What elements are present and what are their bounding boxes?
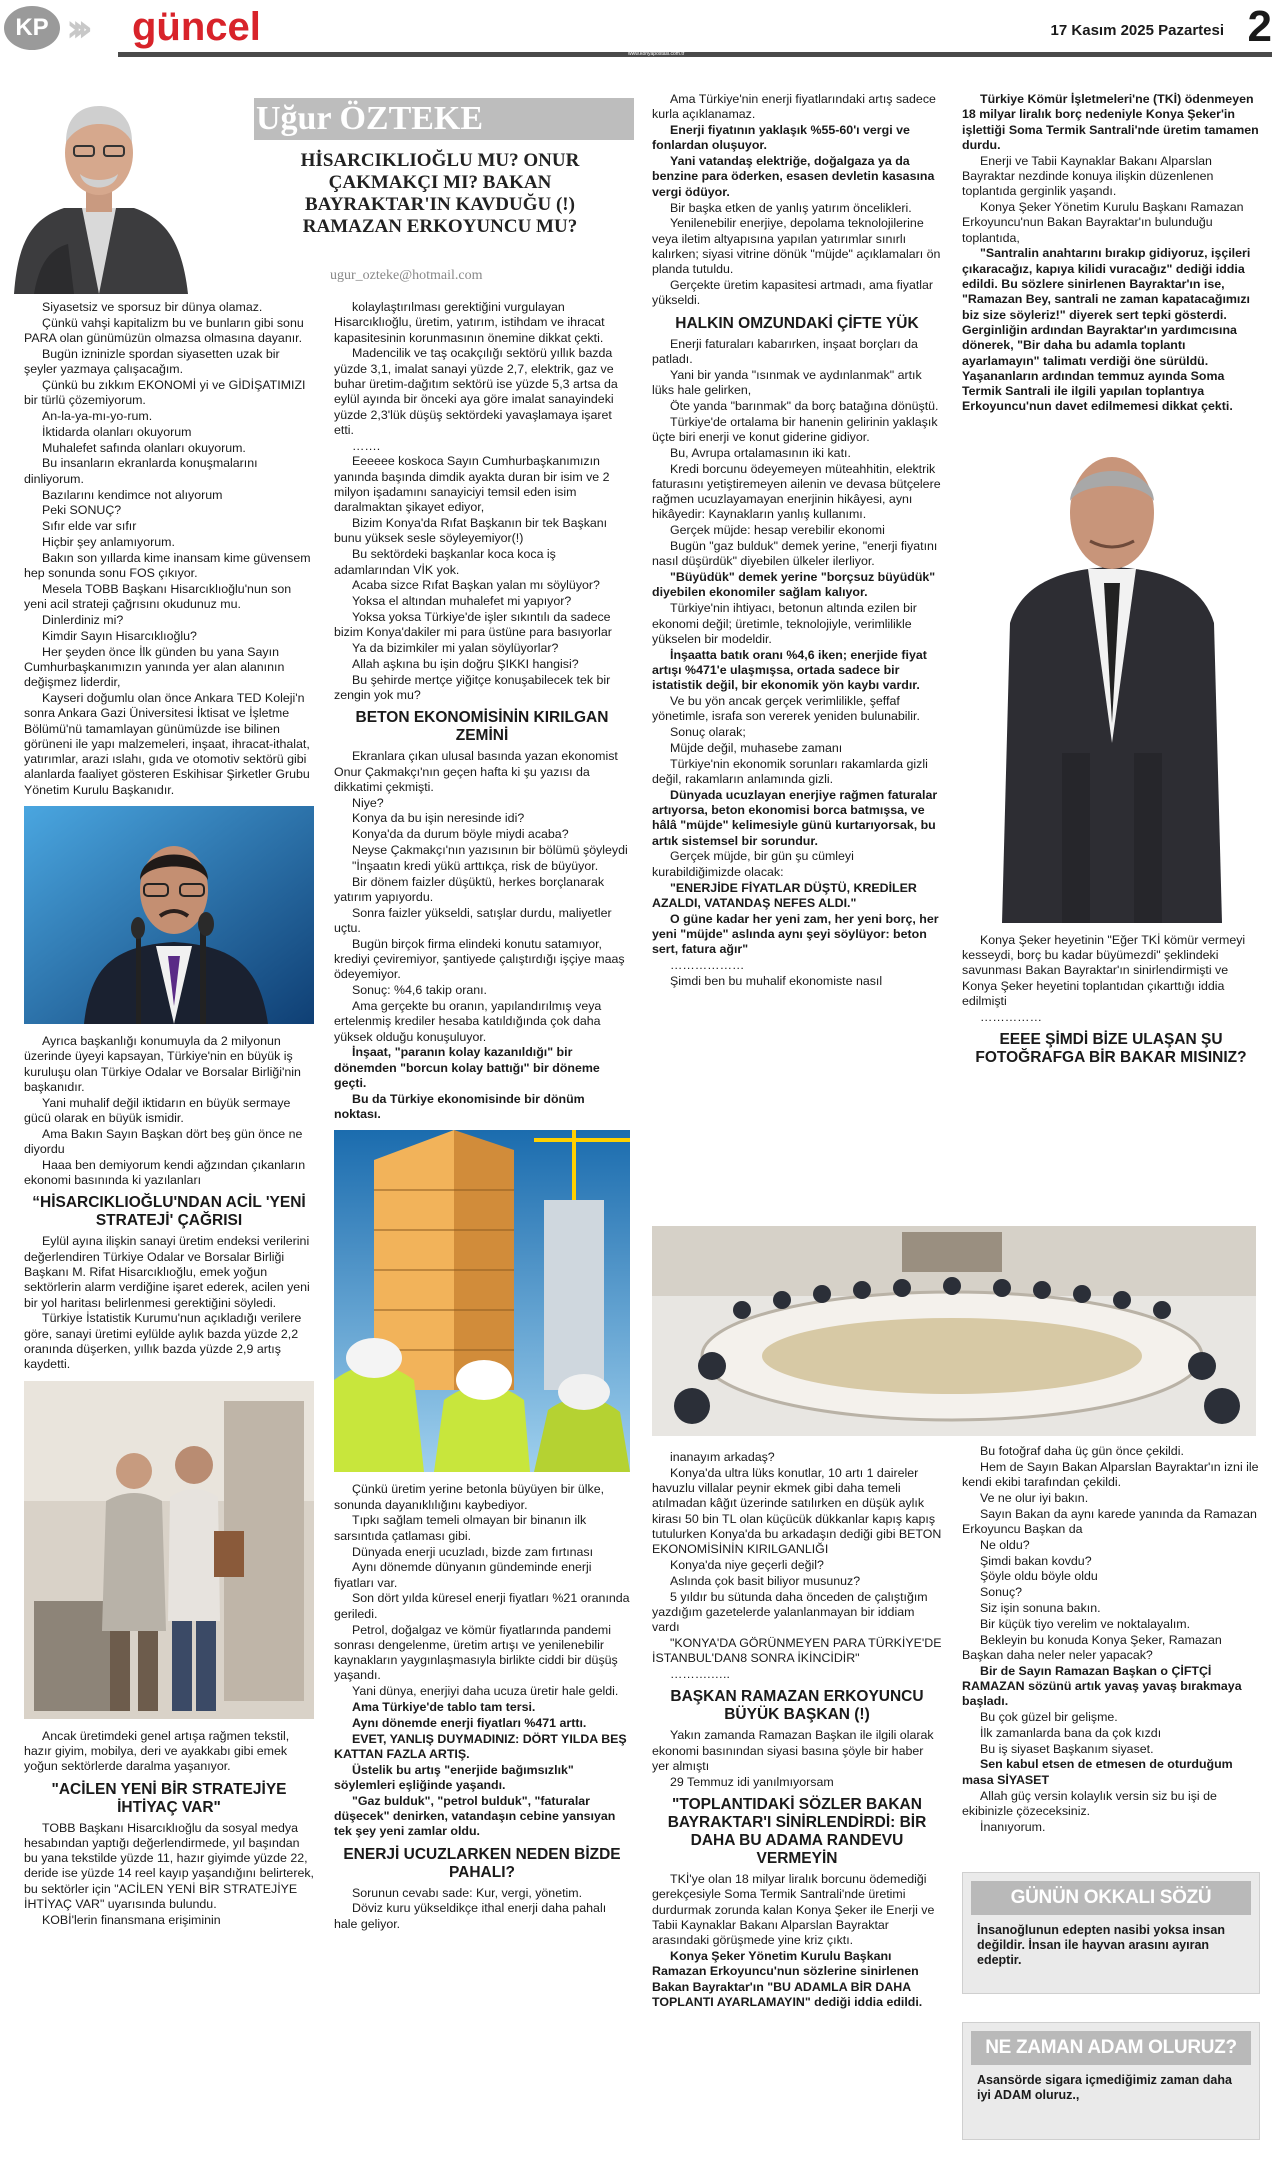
paragraph: Gerçek müjde: hesap verebilir ekonomi	[670, 523, 885, 538]
paragraph: Konya da bu işin neresinde idi?	[352, 811, 525, 826]
paragraph: Yoksa yoksa Türkiye'de işler sıkıntılı da sadece bizim Konya'dakiler mi para üstüne para basıyorlar	[334, 609, 612, 640]
paragraph: Şimdi ben bu muhalif ekonomiste nasıl	[670, 973, 883, 988]
paragraph: Müjde değil, muhasebe zamanı	[670, 740, 843, 755]
paragraph: Bu iş siyaset Başkanım siyaset.	[980, 1741, 1154, 1756]
paragraph: Kimdir Sayın Hisarcıklıoğlu?	[42, 628, 197, 643]
paragraph: …….	[352, 438, 381, 453]
paragraph: Sıfır elde var sıfır	[42, 519, 137, 534]
author-name: Uğur ÖZTEKE	[254, 98, 634, 140]
paragraph: Hem de Sayın Bakan Alparslan Bayraktar'ın izni ile kendi ekibi tarafından çekildi.	[962, 1459, 1259, 1490]
paragraph: Aslında çok basit biliyor musunuz?	[670, 1573, 861, 1588]
subheading-new-strategy: "ACİLEN YENİ BİR STRATEJİYE İHTİYAÇ VAR"	[51, 1780, 287, 1816]
paragraph: Konya'da da durum böyle miydi acaba?	[352, 827, 569, 842]
paragraph: Kayseri doğumlu olan önce Ankara TED Koleji'n sonra Ankara Gazi Üniversitesi İktisat ve İşletme Bölümü'nü tamamlayan günümüzde ise bilinen görüneni ile yapı malzemeleri, inşaat, ihracat-ithalat, yatırımlar, arazi ıslahı, gıda ve otomotiv sektörü gibi alanlarda faaliyet gösteren Eskihisar Şirketler Grubu Yönetim Kurulu Başkanıdır.	[24, 690, 310, 797]
chevrons-icon: ›››	[66, 6, 83, 50]
paragraph: Bugün izninizle spordan siyasetten uzak bir şeyler yazmaya çalışacağım.	[24, 346, 280, 377]
paragraph: "Büyüdük" demek yerine "borçsuz büyüdük" diyebilen ekonomiler sağlam kalıyor.	[652, 570, 936, 600]
paragraph: Muhalefet safında olanları okuyorum.	[42, 440, 246, 455]
subheading-look-photo: EEEE ŞİMDİ BİZE ULAŞAN ŞU FOTOĞRAFGA BİR BAKAR MISINIZ?	[975, 1031, 1247, 1067]
paragraph: Bu, Avrupa ortalamasının iki katı.	[670, 445, 851, 460]
paragraph: Enerji ve Tabii Kaynaklar Bakanı Alparslan Bayraktar nezdinde konuya ilişkin düzenlenen toplantıda gerginlik yaşandı.	[962, 153, 1214, 199]
paragraph: Çünkü vahşi kapitalizm bu ve bunların gibi sonu PARA olan günümüzün olmazsa olmasına dayanır.	[24, 315, 304, 346]
paragraph: "KONYA'DA GÖRÜNMEYEN PARA TÜRKİYE'DE İSTANBUL'DAN8 SONRA İKİNCİDİR"	[652, 1636, 942, 1666]
paragraph: Enerji faturaları kabarırken, inşaat borçları da patladı.	[652, 336, 918, 366]
photo-shoppers	[24, 1381, 314, 1719]
paragraph: Öte yanda "barınmak" da borç batağına dönüştü.	[670, 398, 939, 413]
paragraph: Siz işin sonuna bakın.	[980, 1600, 1101, 1615]
paragraph: Bakın son yıllarda kime inansam kime güvensem hep sonunda sonu FOS çıkıyor.	[24, 550, 311, 581]
paragraph: Hiçbir şey anlamıyorum.	[42, 534, 175, 549]
paragraph: 29 Temmuz idi yanılmıyorsam	[670, 1774, 834, 1789]
paragraph: Türkiye'nin ihtiyacı, betonun altında ezilen bir ekonomi değil; üretimle, teknolojiyle, verimlilikle yükselen bir modeldir.	[652, 601, 917, 646]
paragraph: Ve bu yön ancak gerçek verimlilikle, şeffaf yönetimle, israfa son vererek yeniden bulunabilir.	[652, 693, 920, 724]
paragraph: Sonra faizler yükseldi, satışlar durdu, maliyetler uçtu.	[334, 905, 612, 935]
paragraph: Çünkü bu zıkkım EKONOMİ yi ve GİDİŞATIMIZI bir türlü çözemiyorum.	[24, 377, 306, 408]
paragraph: Konya'da niye geçerli değil?	[670, 1558, 824, 1573]
saying-text: İnsanoğlunun edepten nasibi yoksa insan değildir. İnsan ile hayvan arasını ayıran edeptir.	[977, 1923, 1225, 1967]
paragraph: TKİ'ye olan 18 milyar liralık borcunu ödemediği gerekçesiyle Soma Termik Santrali'nde üretimi durdurmak zorunda kalan Konya Şeker ile Enerji ve Tabii Kaynaklar Bakanı Alparslan Bayraktar arasındaki görüşmede yine kriz çıktı.	[652, 1872, 935, 1948]
article-headline: HİSARCIKLIOĞLU MU? ONUR ÇAKMAKÇI MI? BAKAN BAYRAKTAR'IN KAVDUĞU (!) RAMAZAN ERKOYUNCU MU?	[300, 150, 580, 237]
paragraph: Madencilik ve taş ocakçılığı sektörü yıllık bazda yüzde 3,1, imalat sanayi yüzde 2,7, elektrik, gaz ve buhar üretim-dağıtım sektörü ise yüzde 5,3 artsa da eylül ayında bir önceki aya göre imalat sanayindeki yüzde 2,3'lük düşüş sektördeki yavaşlamaya işaret etti.	[334, 346, 618, 437]
paragraph: İnanıyorum.	[980, 1819, 1046, 1834]
paragraph: Konya Şeker heyetinin "Eğer TKİ kömür vermeyi kesseydi, borç bu kadar büyümezdi" şeklindeki savunması Bakan Bayraktar'ın sinirlendirmişti ve Konya Şeker heyetini toplantıdan çıkarttığı iddia edilmişti	[962, 932, 1246, 1008]
paragraph: Ve ne olur iyi bakın.	[980, 1490, 1089, 1505]
subheading-big-president: BAŞKAN RAMAZAN ERKOYUNCU BÜYÜK BAŞKAN (!)	[670, 1688, 924, 1724]
paragraph: Çünkü üretim yerine betonla büyüyen bir ülke, sonunda dayanıklılığını kaybediyor.	[334, 1482, 605, 1512]
subheading-hisarcikli-call: “HİSARCIKLIOĞLU'NDAN ACİL 'YENİ STRATEJİ' ÇAĞRISI	[32, 1194, 306, 1230]
paragraph: Üstelik bu artış "enerjide bağımsızlık" söylemleri eşliğinde yaşandı.	[334, 1762, 574, 1792]
paragraph: "ENERJİDE FİYATLAR DÜŞTÜ, KREDİLER AZALDI, VATANDAŞ NEFES ALDI."	[652, 880, 917, 910]
paragraph: O güne kadar her yeni zam, her yeni borç, her yeni "müjde" aslında aynı şeyi söylüyor: beton sert, fatura ağır"	[652, 911, 939, 957]
paragraph: İnşaatta batık oranı %4,6 iken; enerjide fiyat artışı %471'e ulaşmışsa, ortada sadece bir istatistik değil, bir ekonomik yön kaybı vardır.	[652, 647, 927, 693]
paragraph: Sonuç olarak;	[670, 725, 746, 740]
paragraph: Ekranlara çıkan ulusal basında yazan ekonomist Onur Çakmakçı'nın geçen hafta ki şu yazısı da dikkatimi çekmişti.	[334, 749, 618, 794]
paragraph: Yakın zamanda Ramazan Başkan ile ilgili olarak ekonomi basınından siyasi basına şöyle bir haber yer almıştı	[652, 1728, 934, 1774]
paragraph: Eeeeee koskoca Sayın Cumhurbaşkanımızın yanında başında dimdik ayakta duran bir isim ve 2 milyon işadamını sanayiciyi temsil eden isim daralmaktan şikayet ediyor,	[334, 454, 610, 515]
paragraph: Bekleyin bu konuda Konya Şeker, Ramazan Başkan daha neler neler yapacak?	[962, 1632, 1222, 1662]
saying-title: GÜNÜN OKKALI SÖZÜ	[971, 1881, 1251, 1915]
section-title: güncel	[132, 5, 261, 49]
subheading-concrete-economy: BETON EKONOMİSİNİN KIRILGAN ZEMİNİ	[355, 709, 609, 745]
column-3-continued	[652, 1450, 942, 2011]
paragraph: İnşaat, "paranın kolay kazanıldığı" bir dönemden "borcun kolay battığı" bir döneme geçti.	[334, 1045, 600, 1090]
paragraph: Neyse Çakmakçı'nın yazısının bir bölümü şöyleydi	[352, 843, 628, 857]
kp-logo[interactable]: KP	[4, 6, 60, 50]
paragraph: Bizim Konya'da Rıfat Başkanın bir tek Başkanı bunu yüksek sesle söyleyemiyor(!)	[334, 516, 608, 546]
paragraph: Siyasetsiz ve sporsuz bir dünya olamaz.	[42, 300, 263, 314]
paragraph: TOBB Başkanı Hisarcıklıoğlu da sosyal medya hesabından yaptığı değerlendirmede, yıl başından bu yana tekstilde yüzde 11, hazır giyimde yüzde 22, deride ise yüzde 14 reel kayıp yaşandığını belirterek, bu sektörler için "ACİLEN YENİ BİR STRATEJİYE İHTİYAÇ VAR" uyarısında bulundu.	[24, 1820, 314, 1912]
paragraph: Sorunun cevabı sade: Kur, vergi, yönetim.	[352, 1885, 583, 1900]
paragraph: Gerçek müjde, bir gün şu cümleyi kurabildiğimizde olacak:	[652, 849, 854, 879]
site-url[interactable]: www.konyapostasi.com.tr	[628, 51, 685, 57]
paragraph: Gerçekte üretim kapasitesi artmadı, ama fiyatlar yükseldi.	[652, 278, 934, 308]
subheading-energy-expensive: ENERJİ UCUZLARKEN NEDEN BİZDE PAHALI?	[343, 1845, 621, 1881]
paragraph: Türkiye Kömür İşletmeleri'ne (TKİ) ödenmeyen 18 milyar liralık borç nedeniyle Konya Şeker'in işlettiği Soma Termik Santrali'nde üretim tamamen durdu.	[962, 92, 1259, 152]
paragraph: Şimdi bakan kovdu?	[980, 1553, 1092, 1568]
author-email[interactable]: ugur_ozteke@hotmail.com	[330, 268, 483, 283]
paragraph: İlk zamanlarda bana da çok kızdı	[980, 1725, 1162, 1740]
page-number: 2	[1247, 2, 1272, 51]
paragraph: Türkiye İstatistik Kurumu'nun açıkladığı verilere göre, sanayi üretimi eylülde aylık bazda yüzde 2,2 oranında düşerken, yıllık bazda yüzde 2,9 artış kaydetti.	[24, 1311, 302, 1372]
question-box	[962, 2022, 1260, 2140]
paragraph: Bu sektördeki başkanlar koca koca iş adamlarından VİK yok.	[334, 547, 556, 577]
paragraph: Kredi borcunu ödeyemeyen müteahhitin, elektrik faturasını yetiştiremeyen ailenin ve devasa bütçelere rağmen ucuzlayamayan enerjinin hikâyesi, aynı hikâyedir: Kaynakların yanlış kullanımı.	[652, 461, 941, 522]
paragraph: Sonuç: %4,6 takip oranı.	[352, 983, 488, 998]
paragraph: Ama Bakın Sayın Başkan dört beş gün önce ne diyordu	[24, 1126, 303, 1157]
paragraph: Ama gerçekte bu oranın, yapılandırılmış veya ertelenmiş krediler hesaba katıldığında çok daha yüksek olduğu konuşuluyor.	[334, 998, 602, 1044]
author-photo	[4, 58, 194, 294]
paragraph: Şöyle oldu böyle oldu	[980, 1569, 1098, 1584]
saying-box	[962, 1872, 1260, 1994]
paragraph: Yani vatandaş elektriğe, doğalgaza ya da benzine para öderken, esasen devletin kasasına vergi ödüyor.	[652, 154, 935, 199]
paragraph: Aynı dönemde enerji fiyatları %471 arttı.	[352, 1715, 587, 1730]
paragraph: Acaba sizce Rıfat Başkan yalan mı söylüyor?	[352, 578, 600, 593]
paragraph: Ama Türkiye'nin enerji fiyatlarındaki artış sadece kurla açıklanamaz.	[652, 92, 936, 122]
paragraph: ………………	[670, 958, 745, 973]
column-2	[334, 300, 630, 1933]
column-1	[24, 300, 314, 1929]
masthead	[0, 0, 1280, 56]
paragraph: ……………	[980, 1009, 1042, 1024]
paragraph: Bir başka etken de yanlış yatırım öncelikleri.	[670, 200, 912, 215]
paragraph: Sayın Bakan da aynı karede yanında da Ramazan Erkoyuncu Başkan da	[962, 1506, 1257, 1536]
paragraph: Peki SONUÇ?	[42, 503, 122, 518]
paragraph: "İnşaatın kredi yükü arttıkça, risk de büyüyor.	[352, 858, 599, 873]
paragraph: Enerji fiyatının yaklaşık %55-60'ı vergi ve fonlardan oluşuyor.	[652, 123, 910, 153]
question-text: Asansörde sigara içmediğimiz zaman daha iyi ADAM oluruz.,	[977, 2073, 1232, 2102]
paragraph: Bir de Sayın Ramazan Başkan o ÇİFTÇİ RAMAZAN sözünü artık yavaş yavaş bırakmaya başladı.	[962, 1663, 1242, 1709]
paragraph: Ya da bizimkiler mi yalan söylüyorlar?	[352, 641, 559, 656]
paragraph: Ama Türkiye'de tablo tam tersi.	[352, 1700, 536, 1714]
paragraph: Konya'da ultra lüks konutlar, 10 artı 1 daireler havuzlu villalar peynir ekmek gibi daha temeli atılmadan kâğıt üzerinde satılırken en düşük aylık kirası 50 bin TL olan küçücük dükkanlar kapış kapış tutulurken Konya'da bu arkadaşın dediği gibi BETON EKONOMİSİNİN KIRILGANLIĞI	[652, 1465, 942, 1557]
paragraph: Döviz kuru yükseldikçe ithal enerji daha pahalı hale geliyor.	[334, 1901, 607, 1931]
subheading-meeting-words: "TOPLANTIDAKİ SÖZLER BAKAN BAYRAKTAR'I SİNİRLENDİRDİ: BİR DAHA BU ADAMA RANDEVU VERMEYİN	[667, 1796, 927, 1868]
paragraph: Eylül ayına ilişkin sanayi üretim endeksi verilerini değerlendiren Türkiye Odalar ve Borsalar Birliği Başkanı M. Rifat Hisarcıklıoğlu, emek yoğun sektörlerin alarm verdiğine işaret ederek, acilen yeni bir yol haritası belirlenmesi gerektiğini söyledi.	[24, 1234, 310, 1310]
issue-date: 17 Kasım 2025 Pazartesi	[1050, 22, 1224, 39]
paragraph: Yani dünya, enerjiyi daha ucuza üretir hale geldi.	[352, 1684, 619, 1699]
column-3	[652, 92, 942, 990]
paragraph: Türkiye'nin ekonomik sorunları rakamlarda gizli değil, rakamların anlamında gizli.	[652, 756, 928, 786]
paragraph: Her şeyden önce İlk günden bu yana Sayın Cumhurbaşkanımızın yanında yer alan alanının değişmez liderdir,	[24, 644, 285, 690]
paragraph: Ayrıca başkanlığı konumuyla da 2 milyonun üzerinde üyeyi kapsayan, Türkiye'nin en büyük iş kuruluşu olan Türkiye Odalar ve Borsalar Birliği'nin başkanıdır.	[24, 1034, 301, 1094]
paragraph: EVET, YANLIŞ DUYMADINIZ: DÖRT YILDA BEŞ KATTAN FAZLA ARTIŞ.	[334, 1731, 627, 1761]
paragraph: Dünyada ucuzlayan enerjiye rağmen faturalar artıyorsa, beton ekonomisi borca batmışsa, ve hâlâ "müjde" kelimesiyle günü kurtarıyorsak, bu artık sistemsel bir sorundur.	[652, 787, 938, 848]
paragraph: Sen kabul etsen de etmesen de oturduğum masa SİYASET	[962, 1757, 1233, 1787]
paragraph: Bu da Türkiye ekonomisinde bir dönüm noktası.	[334, 1091, 585, 1122]
paragraph: Türkiye'de ortalama bir hanenin gelirinin yaklaşık üçte biri enerji ve konut giderine gidiyor.	[652, 414, 938, 444]
photo-hisarcikli	[24, 806, 314, 1024]
paragraph: Niye?	[352, 795, 384, 810]
paragraph: İktidarda olanları okuyorum	[42, 424, 192, 439]
paragraph: Bir küçük tiyo verelim ve noktalayalım.	[980, 1616, 1191, 1631]
paragraph: Bu şehirde mertçe yiğitçe konuşabilecek tek bir zengin yok mu?	[334, 672, 611, 702]
paragraph: Son dört yılda küresel enerji fiyatları %21 oranında geriledi.	[334, 1591, 630, 1621]
subheading-double-burden: HALKIN OMZUNDAKİ ÇİFTE YÜK	[675, 314, 919, 332]
paragraph: KOBİ'lerin finansmana erişiminin	[42, 1912, 221, 1927]
paragraph: Yoksa el altından muhalefet mi yapıyor?	[352, 594, 572, 609]
column-4-continued	[962, 1444, 1260, 1835]
paragraph: Yani muhalif değil iktidarın en büyük sermaye gücü olarak en büyük ismidir.	[24, 1095, 291, 1125]
paragraph: Bu insanların ekranlarda konuşmalarını dinliyorum.	[24, 456, 258, 486]
paragraph: An-la-ya-mı-yo-rum.	[42, 409, 153, 424]
paragraph: Ancak üretimdeki genel artışa rağmen tekstil, hazır giyim, mobilya, deri ve ayakkabı gibi emek yoğun sektörlerde daralma yaşanıyor.	[24, 1728, 290, 1774]
photo-erkoyuncu	[962, 423, 1260, 923]
paragraph: Aynı dönemde dünyanın gündeminde enerji fiyatları var.	[334, 1560, 592, 1590]
paragraph: Mesela TOBB Başkanı Hisarcıklıoğlu'nun son yeni acil strateji çağrısını okudunuz mu.	[24, 581, 292, 612]
photo-construction	[334, 1130, 630, 1472]
paragraph: Allah aşkına bu işin doğru ŞIKKI hangisi?	[352, 656, 579, 671]
paragraph: Petrol, doğalgaz ve kömür fiyatlarında pandemi sonrası dengelenme, üretim artışı ve yenilenebilir kaynakların yaygınlaşmasıyla birlikte ciddi bir düşüş yaşandı.	[334, 1622, 618, 1683]
paragraph: Bugün birçok firma elindeki konutu satamıyor, krediyi çeviremiyor, şantiyede çalıştırdığı işçiye maaş ödeyemiyor.	[334, 936, 625, 982]
paragraph: Tıpkı sağlam temeli olmayan bir binanın ilk sarsıntıda çatlaması gibi.	[334, 1513, 587, 1543]
paragraph: Bu çok güzel bir gelişme.	[980, 1710, 1118, 1725]
question-title: NE ZAMAN ADAM OLURUZ?	[971, 2031, 1251, 2065]
paragraph: Konya Şeker Yönetim Kurulu Başkanı Ramazan Erkoyuncu'nun sözlerine sinirlenen Bakan Bayraktar'ın "BU ADAMLA BİR DAHA TOPLANTI AYARLAMAYIN" dediği iddia edildi.	[652, 1949, 923, 2010]
paragraph: ……….…..	[670, 1667, 730, 1682]
paragraph: Dinlerdiniz mi?	[42, 612, 124, 627]
paragraph: "Santralin anahtarını bırakıp gidiyoruz, işçileri çıkaracağız, kapıya kilidi vuracağız" dediği iddia edildi. Bu sözlere sinirlenen Bayraktar'ın ise, "Ramazan Bey, santrali ne zaman kapatacağımızı biz size söyleriz!" diyerek sert tepki gösterdi. Gerginliğin ardından Bayraktar'ın yardımcısına dönerek, "Bir daha bu adamla toplantı ayarlamayın" talimatı verdiği öne sürüldü. Yaşananların ardından temmuz ayında Soma Termik Santrali ile ilgili yapılan toplantıya Erkoyuncu'nun davet edilmemesi dikkat çekti.	[962, 246, 1251, 414]
paragraph: Konya Şeker Yönetim Kurulu Başkanı Ramazan Erkoyuncu'nun Bakan Bayraktar'ın bulunduğu toplantıda,	[962, 200, 1244, 245]
paragraph: Allah güç versin kolaylık versin siz bu işi de ekibinizle çözeceksiniz.	[962, 1788, 1217, 1818]
masthead-rule	[118, 52, 1272, 57]
paragraph: Bu fotoğraf daha üç gün önce çekildi.	[980, 1444, 1184, 1458]
paragraph: Dünyada enerji ucuzladı, bizde zam fırtınası	[352, 1544, 594, 1559]
paragraph: Bir dönem faizler düşüktü, herkes borçlanarak yatırım yapıyordu.	[334, 874, 605, 904]
paragraph: Bugün "gaz bulduk" demek yerine, "enerji fiyatını nasıl düşürdük" diyebilen ülkeler ilerliyor.	[652, 539, 938, 569]
paragraph: "Gaz bulduk", "petrol bulduk", "faturalar düşecek" denirken, vatandaşın cebine yansıyan tek şey yeni zamlar oldu.	[334, 1793, 616, 1839]
photo-meeting	[652, 1226, 1256, 1436]
paragraph: Sonuç?	[980, 1585, 1023, 1600]
paragraph: kolaylaştırılması gerektiğini vurgulayan Hisarcıklıoğlu, üretim, yatırım, istihdam ve ihracat kapasitesinin korunmasının önemine dikkat çekti.	[334, 300, 605, 345]
paragraph: Bazılarını kendimce not alıyorum	[42, 487, 223, 502]
paragraph: Yani bir yanda "ısınmak ve aydınlanmak" artık lüks hale gelirken,	[652, 367, 922, 398]
paragraph: Ne oldu?	[980, 1537, 1030, 1552]
paragraph: Yenilenebilir enerjiye, depolama teknolojilerine veya iletim altyapısına yapılan yatırımlar sınırlı kalırken; siyasi vitrine dönük "müjde" açıklamaları ön planda tutuldu.	[652, 216, 941, 277]
paragraph: 5 yıldır bu sütunda daha önceden de çalıştığım yazdığım gazetelerde yalanlanmayan bir iddiam vardı	[652, 1589, 928, 1635]
paragraph: Haaa ben demiyorum kendi ağzından çıkanların ekonomi basınında ki yazılanları	[24, 1157, 306, 1188]
paragraph: inanayım arkadaş?	[670, 1450, 775, 1464]
column-4	[962, 92, 1260, 1071]
